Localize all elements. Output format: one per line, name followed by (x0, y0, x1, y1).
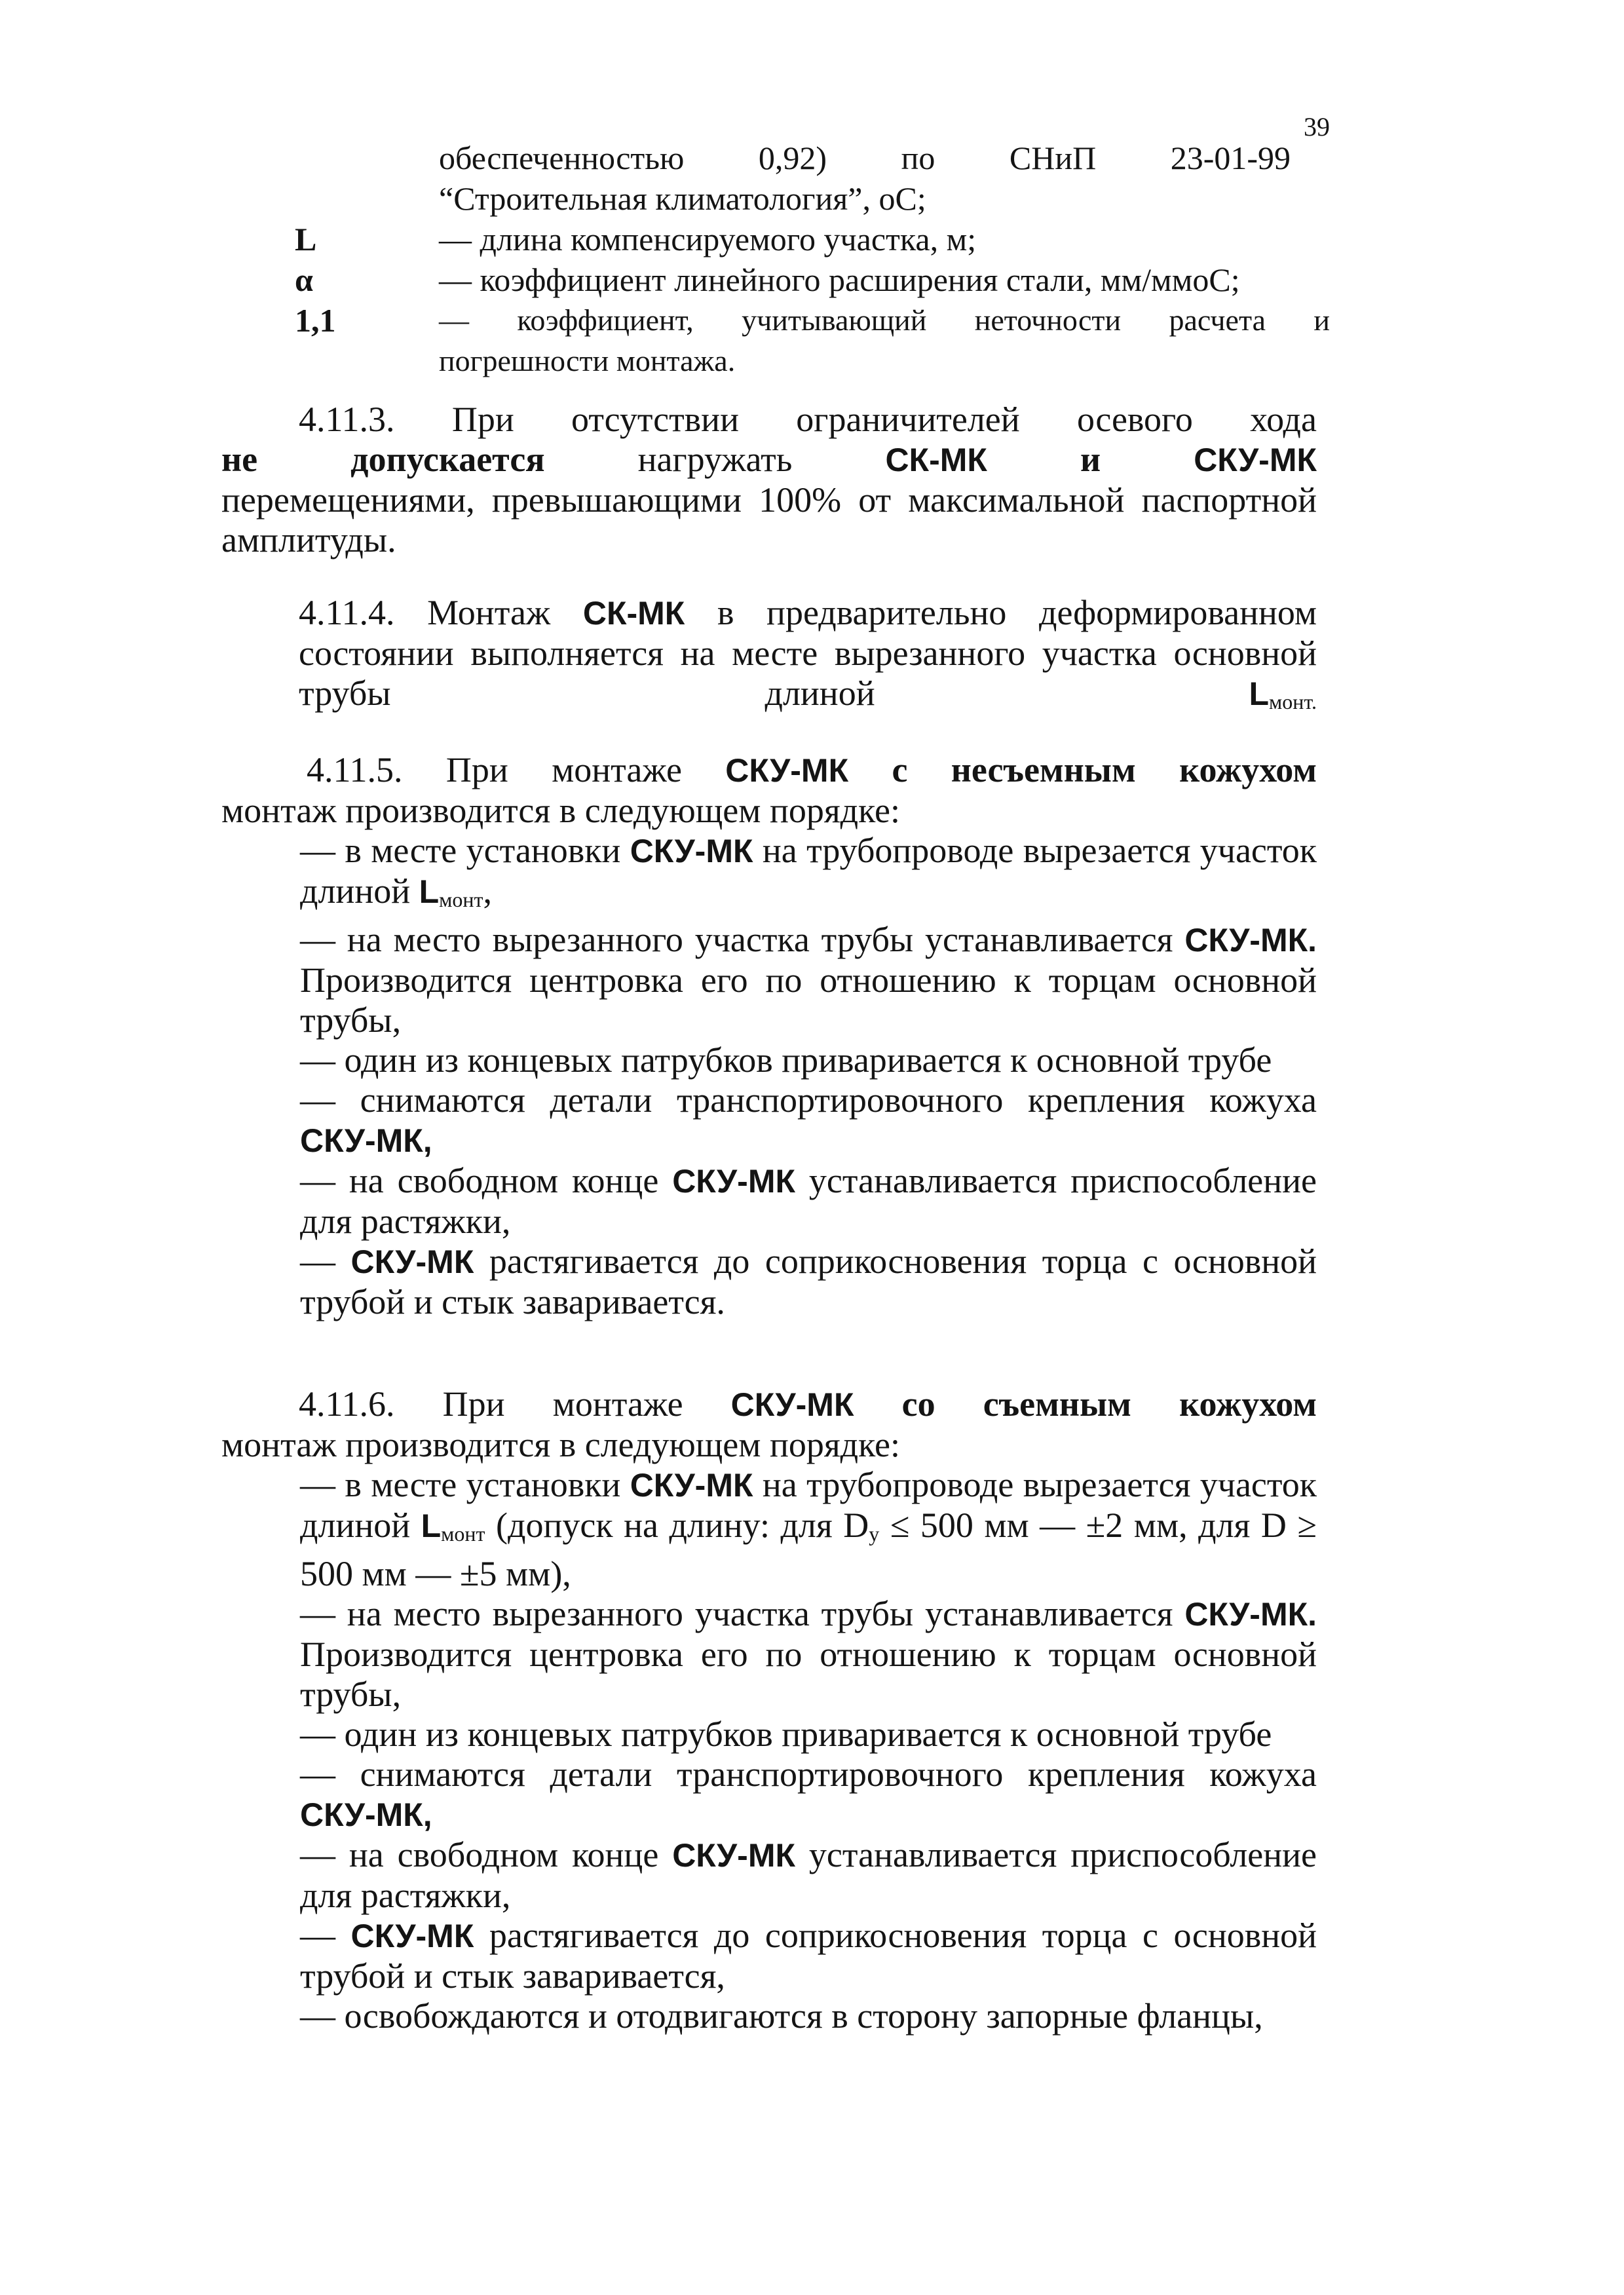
definition-item (295, 300, 1330, 341)
list-item: — на свободном конце СКУ-МК устанавливается приспособление для растяжки, (300, 1835, 1317, 1915)
definition-item (295, 219, 1330, 259)
section-number: 4.11.4. (299, 593, 395, 632)
definition-symbol: α (295, 261, 313, 298)
definition-continuation-line: обеспеченностью 0,92) по СНиП 23-01-99 (439, 140, 1291, 176)
symbol-definitions (295, 138, 1330, 381)
list-item: — снимаются детали транспортировочного крепления кожуха СКУ-МК, (300, 1754, 1317, 1833)
definition-item (295, 259, 1330, 300)
list-item: — в месте установки СКУ-МК на трубопроводе вырезается участок длиной $L_{монт}$, (300, 831, 1317, 911)
section-number: 4.11.5. (307, 750, 403, 789)
product-code: СКУ-МК (725, 752, 849, 789)
list-item: — на свободном конце СКУ-МК устанавливается приспособление для растяжки, (300, 1161, 1317, 1241)
definition-text: — коэффициент, учитывающий неточности расчета и (439, 303, 1330, 337)
section-4-11-5: 4.11.5. При монтаже СКУ-МК с несъемным кожухом монтаж производится в следующем порядке: — в месте установки СКУ-МК на трубопроводе вырезается участок длиной $L_{монт}$, — на место вырезанного участка трубы устанавливается СКУ-МК. Производится центровка его по отношению к торцам основной трубы, — один из концевых патрубков приваривается к основной трубе — снимаются детали транспортировочного крепления кожуха СКУ-МК, — на свободном конце СКУ-МК устанавливается приспособление для растяжки, — СКУ-МК растягивается до соприкосновения торца с основной трубой и стык заваривается. (221, 750, 1317, 1321)
product-code: СК-МК (885, 442, 987, 478)
section-number: 4.11.6. (299, 1384, 395, 1424)
list-item: — один из концевых патрубков приваривается к основной трубе (300, 1715, 1272, 1754)
product-code: СКУ-МК (730, 1386, 854, 1423)
emphasis: с несъемным кожухом (892, 750, 1317, 789)
product-code: СКУ-МК (1194, 442, 1317, 478)
list-item: — СКУ-МК растягивается до соприкосновения торца с основной трубой и стык заваривается. (300, 1242, 1317, 1321)
list-item: — один из концевых патрубков приваривается к основной трубе (300, 1040, 1272, 1080)
page-number: 39 (1304, 112, 1330, 142)
product-code: СК-МК (582, 595, 685, 632)
emphasis: со съемным кожухом (901, 1384, 1317, 1424)
definition-symbol: L (295, 221, 317, 257)
list-item: — в месте установки СКУ-МК на трубопроводе вырезается участок длиной $L_{монт}$ (допуск на длину: для $D_у \le 500$ мм — ±2 мм, для D ≥ 500 мм — ±5 мм), (300, 1465, 1317, 1593)
list-item: — на место вырезанного участка трубы устанавливается СКУ-МК. Производится центровка его по отношению к торцам основной трубы, (300, 920, 1317, 1040)
section-number: 4.11.3. (299, 400, 395, 439)
emphasis: не допускается (221, 440, 545, 479)
list-item: — снимаются детали транспортировочного крепления кожуха СКУ-МК, (300, 1080, 1317, 1159)
definition-text: — длина компенсируемого участка, м; (439, 221, 977, 257)
definition-text: — коэффициент линейного расширения стали, мм/ммоС; (439, 261, 1240, 298)
list-item: — на место вырезанного участка трубы устанавливается СКУ-МК. Производится центровка его по отношению к торцам основной трубы, (300, 1594, 1317, 1714)
definition-symbol: 1,1 (295, 302, 336, 339)
definition-continuation-line-last: погрешности монтажа. (439, 344, 736, 377)
definition-continuation-line-2: “Строительная климатология”, оС; (439, 180, 926, 217)
list-item: — освобождаются и отодвигаются в сторону запорные фланцы, (300, 1996, 1263, 2036)
list-item: — СКУ-МК растягивается до соприкосновения торца с основной трубой и стык заваривается, (300, 1916, 1317, 1996)
section-4-11-6: 4.11.6. При монтаже СКУ-МК со съемным кожухом монтаж производится в следующем порядке: — в месте установки СКУ-МК на трубопроводе вырезается участок длиной $L_{монт}$ (допуск на длину: для $D_у \le 500$ мм — ±2 мм, для D ≥ 500 мм — ±5 мм), — на место вырезанного участка трубы устанавливается СКУ-МК. Производится центровка его по отношению к торцам основной трубы, — один из концевых патрубков приваривается к основной трубе — снимаются детали транспортировочного крепления кожуха СКУ-МК, — на свободном конце СКУ-МК устанавливается приспособление для растяжки, — СКУ-МК растягивается до соприкосновения торца с основной трубой и стык заваривается, — освобождаются и отодвигаются в сторону запорные фланцы, (221, 1384, 1317, 2036)
section-4-11-3: 4.11.3. При отсутствии ограничителей осевого хода не допускается нагружать СК-МК и СКУ-МК перемещениями, превышающими 100% от максимальной паспортной амплитуды. (221, 400, 1317, 560)
section-4-11-4: 4.11.4. Монтаж СК-МК в предварительно деформированном состоянии выполняется на месте вырезанного участка основной трубы длиной $L_{монт.}$ (299, 593, 1317, 713)
